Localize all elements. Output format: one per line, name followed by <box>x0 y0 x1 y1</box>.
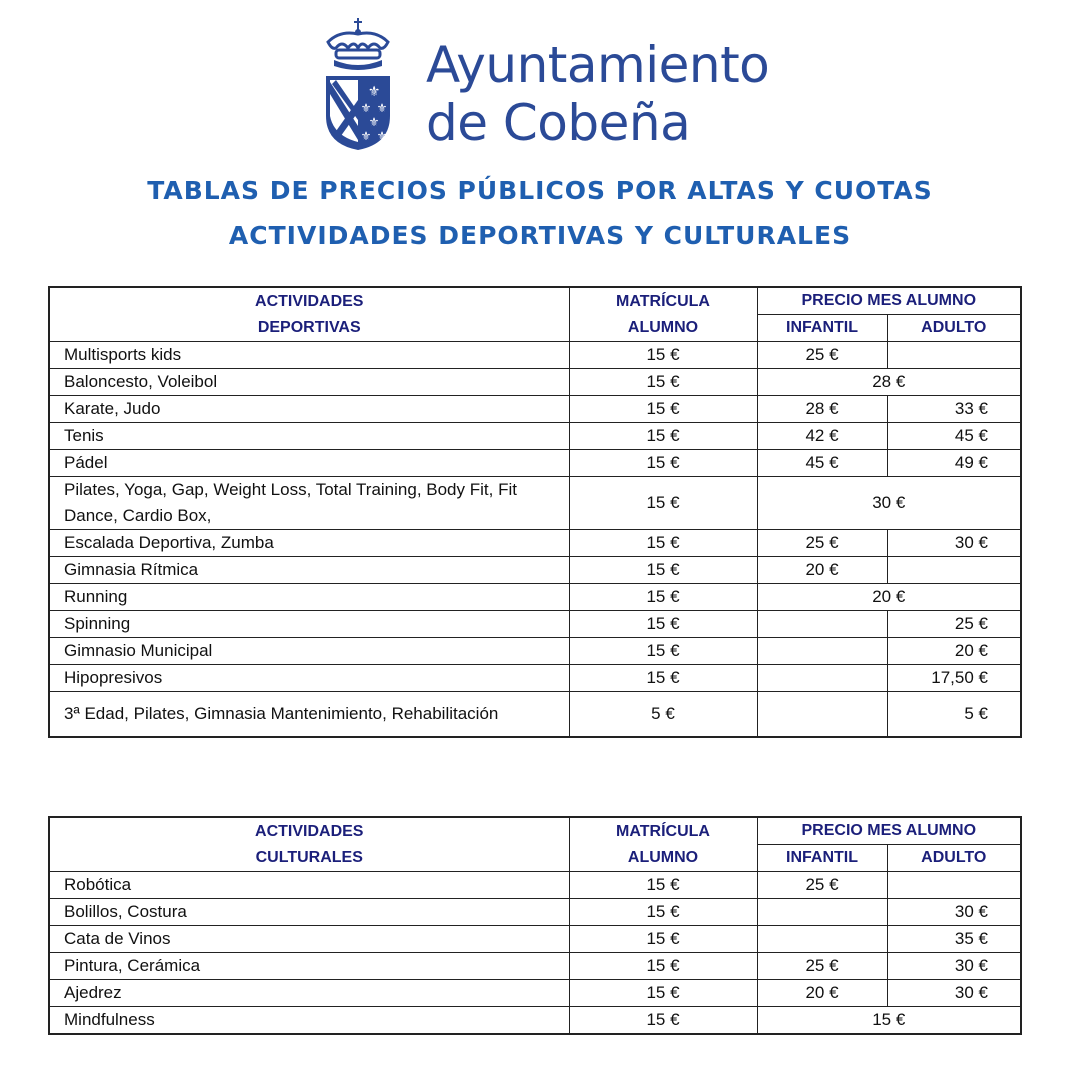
cultural-table-body <box>49 872 1021 1035</box>
activity-name: Robótica <box>49 872 569 899</box>
matricula-price: 15 € <box>569 342 757 369</box>
matricula-price: 15 € <box>569 872 757 899</box>
matricula-price: 15 € <box>569 899 757 926</box>
activity-name: Mindfulness <box>49 1007 569 1035</box>
table-row <box>49 396 1021 423</box>
table-row <box>49 980 1021 1007</box>
monthly-price-adulto: 30 € <box>887 980 1021 1007</box>
org-name <box>426 36 769 152</box>
monthly-price-adulto: 45 € <box>887 423 1021 450</box>
matricula-price: 15 € <box>569 611 757 638</box>
activity-name: 3ª Edad, Pilates, Gimnasia Mantenimiento, Rehabilitación <box>49 692 569 738</box>
coat-of-arms-icon <box>322 16 394 152</box>
monthly-price-adulto: 30 € <box>887 953 1021 980</box>
svg-text:⚜: ⚜ <box>360 129 372 143</box>
matricula-price: 15 € <box>569 450 757 477</box>
col-header-activity <box>49 287 569 342</box>
activity-name: Spinning <box>49 611 569 638</box>
table-row <box>49 638 1021 665</box>
monthly-price-adulto <box>887 872 1021 899</box>
matricula-price: 15 € <box>569 584 757 611</box>
monthly-price-infantil: 25 € <box>757 872 887 899</box>
matricula-price: 15 € <box>569 980 757 1007</box>
svg-text:⚜: ⚜ <box>368 115 380 129</box>
table-row <box>49 926 1021 953</box>
logo <box>322 16 770 156</box>
table-row <box>49 477 1021 530</box>
monthly-price-adulto: 33 € <box>887 396 1021 423</box>
activity-name: Pádel <box>49 450 569 477</box>
monthly-price-infantil: 25 € <box>757 953 887 980</box>
table-row <box>49 692 1021 738</box>
activity-name: Running <box>49 584 569 611</box>
col-header-matricula-line1: MATRÍCULA <box>616 292 710 310</box>
matricula-price: 15 € <box>569 530 757 557</box>
matricula-price: 15 € <box>569 557 757 584</box>
table-row <box>49 369 1021 396</box>
col-header-activity-line2: CULTURALES <box>255 848 363 866</box>
col-header-matricula <box>569 817 757 872</box>
matricula-price: 15 € <box>569 396 757 423</box>
monthly-price-infantil: 25 € <box>757 530 887 557</box>
col-header-adulto: ADULTO <box>887 315 1021 342</box>
svg-text:⚜: ⚜ <box>367 84 381 100</box>
activity-name: Multisports kids <box>49 342 569 369</box>
col-header-activity-line1: ACTIVIDADES <box>255 822 364 840</box>
matricula-price: 5 € <box>569 692 757 738</box>
page-subtitle: ACTIVIDADES DEPORTIVAS Y CULTURALES <box>228 221 852 250</box>
activity-name: Tenis <box>49 423 569 450</box>
svg-text:⚜: ⚜ <box>376 101 388 115</box>
monthly-price-all: 15 € <box>757 1007 1021 1035</box>
activity-name: Pilates, Yoga, Gap, Weight Loss, Total Training, Body Fit, Fit Dance, Cardio Box, <box>49 477 569 530</box>
table-row <box>49 423 1021 450</box>
monthly-price-adulto: 25 € <box>887 611 1021 638</box>
monthly-price-infantil <box>757 611 887 638</box>
table-row <box>49 450 1021 477</box>
col-header-infantil: INFANTIL <box>757 845 887 872</box>
svg-text:⚜: ⚜ <box>360 101 372 115</box>
matricula-price: 15 € <box>569 477 757 530</box>
monthly-price-infantil: 20 € <box>757 980 887 1007</box>
table-row <box>49 584 1021 611</box>
col-header-matricula-line1: MATRÍCULA <box>616 822 710 840</box>
col-header-matricula <box>569 287 757 342</box>
activity-name: Cata de Vinos <box>49 926 569 953</box>
table-row <box>49 899 1021 926</box>
monthly-price-infantil: 45 € <box>757 450 887 477</box>
monthly-price-infantil <box>757 638 887 665</box>
col-header-adulto: ADULTO <box>887 845 1021 872</box>
monthly-price-adulto: 17,50 € <box>887 665 1021 692</box>
monthly-price-adulto: 30 € <box>887 530 1021 557</box>
activity-name: Escalada Deportiva, Zumba <box>49 530 569 557</box>
matricula-price: 15 € <box>569 369 757 396</box>
table-row <box>49 611 1021 638</box>
activity-name: Pintura, Cerámica <box>49 953 569 980</box>
col-header-precio: PRECIO MES ALUMNO <box>757 287 1021 315</box>
monthly-price-infantil <box>757 926 887 953</box>
monthly-price-adulto <box>887 557 1021 584</box>
col-header-matricula-line2: ALUMNO <box>627 848 699 866</box>
page-title: TABLAS DE PRECIOS PÚBLICOS POR ALTAS Y CUOTAS <box>147 176 933 205</box>
table-row <box>49 953 1021 980</box>
monthly-price-all: 28 € <box>757 369 1021 396</box>
monthly-price-adulto: 5 € <box>887 692 1021 738</box>
table-row <box>49 342 1021 369</box>
activity-name: Ajedrez <box>49 980 569 1007</box>
monthly-price-adulto: 30 € <box>887 899 1021 926</box>
monthly-price-infantil <box>757 899 887 926</box>
monthly-price-adulto: 49 € <box>887 450 1021 477</box>
matricula-price: 15 € <box>569 953 757 980</box>
col-header-activity-line2: DEPORTIVAS <box>257 318 361 336</box>
cultural-price-table <box>48 816 1022 1035</box>
matricula-price: 15 € <box>569 423 757 450</box>
monthly-price-infantil: 25 € <box>757 342 887 369</box>
col-header-activity-line1: ACTIVIDADES <box>255 292 364 310</box>
activity-name: Baloncesto, Voleibol <box>49 369 569 396</box>
table-row <box>49 872 1021 899</box>
monthly-price-infantil <box>757 665 887 692</box>
monthly-price-infantil <box>757 692 887 738</box>
table-row <box>49 530 1021 557</box>
activity-name: Gimnasio Municipal <box>49 638 569 665</box>
monthly-price-infantil: 28 € <box>757 396 887 423</box>
col-header-activity <box>49 817 569 872</box>
activity-name: Karate, Judo <box>49 396 569 423</box>
table-row <box>49 557 1021 584</box>
table-row <box>49 665 1021 692</box>
matricula-price: 15 € <box>569 638 757 665</box>
monthly-price-adulto <box>887 342 1021 369</box>
col-header-precio: PRECIO MES ALUMNO <box>757 817 1021 845</box>
monthly-price-infantil: 20 € <box>757 557 887 584</box>
matricula-price: 15 € <box>569 1007 757 1035</box>
activity-name: Gimnasia Rítmica <box>49 557 569 584</box>
sports-table-body <box>49 342 1021 738</box>
org-name-line1: Ayuntamiento <box>426 36 770 94</box>
matricula-price: 15 € <box>569 926 757 953</box>
monthly-price-all: 20 € <box>757 584 1021 611</box>
svg-text:⚜: ⚜ <box>376 129 388 143</box>
matricula-price: 15 € <box>569 665 757 692</box>
table-row <box>49 1007 1021 1035</box>
sports-price-table <box>48 286 1022 738</box>
col-header-matricula-line2: ALUMNO <box>627 318 699 336</box>
col-header-infantil: INFANTIL <box>757 315 887 342</box>
activity-name: Bolillos, Costura <box>49 899 569 926</box>
activity-name: Hipopresivos <box>49 665 569 692</box>
monthly-price-all: 30 € <box>757 477 1021 530</box>
monthly-price-adulto: 20 € <box>887 638 1021 665</box>
monthly-price-adulto: 35 € <box>887 926 1021 953</box>
org-name-line2: de Cobeña <box>426 94 691 152</box>
monthly-price-infantil: 42 € <box>757 423 887 450</box>
